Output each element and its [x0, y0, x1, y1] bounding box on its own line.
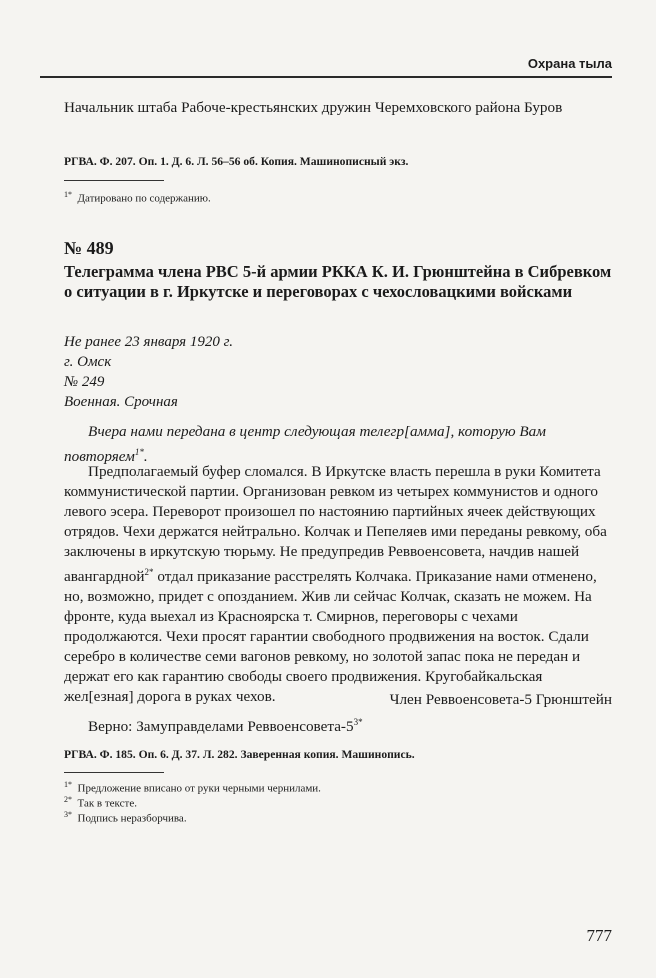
document-type: Военная. Срочная — [64, 394, 178, 410]
document-source: РГВА. Ф. 185. Оп. 6. Д. 37. Л. 282. Заверенная копия. Машинопись. — [64, 748, 415, 761]
document-date: Не ранее 23 января 1920 г. — [64, 334, 233, 350]
verification-line: Верно: Замуправделами Реввоенсовета-$5^{3*}$ — [88, 717, 363, 736]
footnote: $^{1*}$ Датировано по содержанию. — [64, 190, 211, 205]
previous-doc-signature: Начальник штаба Рабоче-крестьянских дружин Черемховского района Буров — [64, 99, 563, 116]
page-number: 777 — [586, 926, 612, 945]
telegram-signature: Член Реввоенсовета-5 Грюнштейн — [389, 691, 612, 708]
footnote-divider — [64, 772, 164, 773]
document-registry-number: № 249 — [64, 374, 105, 390]
footnote-divider — [64, 180, 164, 181]
document-title: Телеграмма члена РВС 5-й армии РККА К. И. Грюнштейна в Сибревком о ситуации в г. Иркутске и переговорах с чехословацкими войсками — [64, 262, 612, 301]
footnote: $^{1*}$ Предложение вписано от руки черными чернилами. — [64, 780, 321, 795]
telegram-body: Предполагаемый буфер сломался. В Иркутске власть перешла в руки Комитета коммунистической партии. Организован ревком из четырех коммунистов и одного левого эсера. Переворот произошел по настоянию партийных ячеек действующих отрядов. Чехи держатся нейтрально. Колчак и Пепеляев ими переданы ревкому, оба заключены в иркутскую тюрьму. Не предупредив Реввоенсовета, начдив нашей авангардной$^{2*}$ отдал приказание расстрелять Колчака. Приказание нами отменено, но, возможно, придет с опозданием. Жив ли сейчас Колчак, сказать не можем. На фронте, куда выехал из Красноярска т. Смирнов, переговоры с чехами продолжаются. Чехи просят гарантии свободного продвижения на восток. Сдали серебро в количестве семи вагонов ревкому, но золотой запас пока не передан и держат его как гарантию свободы своего продвижения. Кругобайкальская жел[езная] дорога в руках чехов. — [64, 463, 607, 706]
telegram-intro: Вчера нами передана в центр следующая телегр[амма], которую Вам повторяем$^{1*}$. — [64, 423, 546, 466]
previous-doc-source: РГВА. Ф. 207. Оп. 1. Д. 6. Л. 56–56 об. Копия. Машинописный экз. — [64, 155, 409, 168]
document-number: № 489 — [64, 238, 114, 258]
running-header — [40, 50, 612, 78]
footnote: $^{2*}$ Так в тексте. — [64, 795, 137, 810]
footnote: $^{3*}$ Подпись неразборчива. — [64, 810, 187, 825]
section-title: Охрана тыла — [527, 56, 612, 71]
document-place: г. Омск — [64, 354, 112, 370]
